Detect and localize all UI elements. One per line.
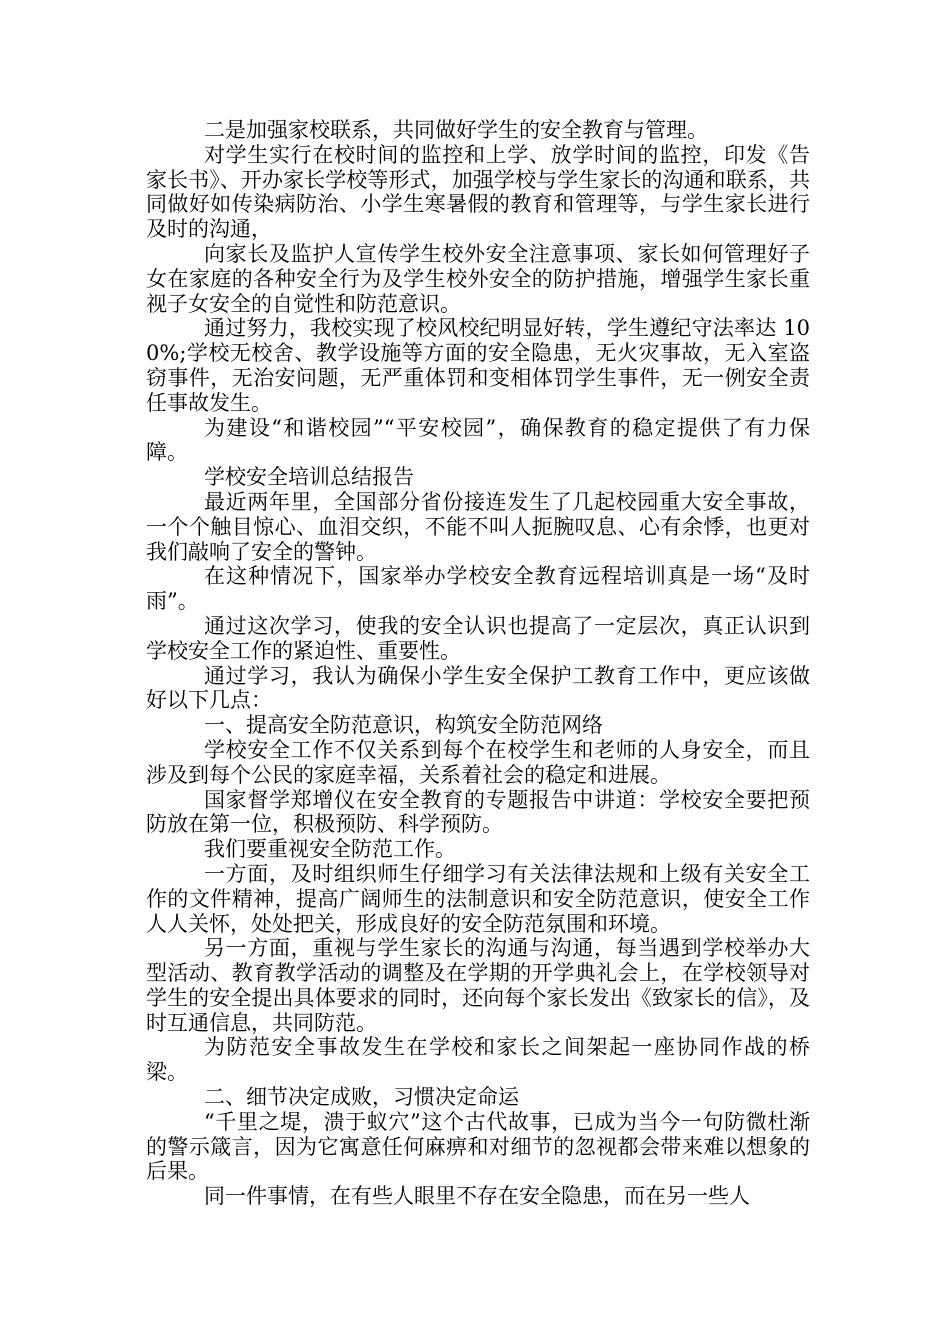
paragraph: 通过这次学习，使我的安全认识也提高了一定层次，真正认识到学校安全工作的紧迫性、重要性。: [146, 613, 810, 663]
paragraph: 为防范安全事故发生在学校和家长之间架起一座协同作战的桥梁。: [146, 1035, 810, 1085]
section-title: 学校安全培训总结报告: [204, 465, 414, 490]
paragraph: “千里之堤，溃于蚁穴”这个古代故事，已成为当今一句防微杜渐的警示箴言，因为它寓意任何麻痹和对细节的忽视都会带来难以想象的后果。: [146, 1109, 810, 1184]
document-page: [146, 118, 810, 1209]
paragraph: 国家督学郑增仪在安全教育的专题报告中讲道：学校安全要把预防放在第一位，积极预防、科学预防。: [146, 787, 810, 837]
paragraph: 另一方面，重视与学生家长的沟通与沟通，每当遇到学校举办大型活动、教育教学活动的调整及在学期的开学典礼会上，在学校领导对学生的安全提出具体要求的同时，还向每个家长发出《致家长的信》，及时互通信息，共同防范。: [146, 936, 810, 1035]
paragraph: 我们要重视安全防范工作。: [204, 837, 456, 862]
paragraph: 一方面，及时组织师生仔细学习有关法律法规和上级有关安全工作的文件精神，提高广阔师生的法制意识和安全防范意识，使安全工作人人关怀，处处把关，形成良好的安全防范氛围和环境。: [146, 861, 810, 936]
paragraph: 最近两年里，全国部分省份接连发生了几起校园重大安全事故，一个个触目惊心、血泪交织，不能不叫人扼腕叹息、心有余悸，也更对我们敲响了安全的警钟。: [146, 489, 810, 564]
paragraph: 二是加强家校联系，共同做好学生的安全教育与管理。: [204, 118, 708, 142]
paragraph: 对学生实行在校时间的监控和上学、放学时间的监控，印发《告家长书》、开办家长学校等形式，加强学校与学生家长的沟通和联系，共同做好如传染病防治、小学生寒暑假的教育和管理等，与学生家长进行及时的沟通，: [146, 142, 810, 242]
paragraph: 为建设“和谐校园”“平安校园”，确保教育的稳定提供了有力保障。: [146, 415, 810, 465]
paragraph: 同一件事情，在有些人眼里不存在安全隐患，而在另一些人: [204, 1184, 750, 1209]
paragraph: 通过努力，我校实现了校风校纪明显好转，学生遵纪守法率达 100%;学校无校舍、教学设施等方面的安全隐患，无火灾事故，无入室盗窃事件，无治安问题，无严重体罚和变相体罚学生事件，无一例安全责任事故发生。: [146, 316, 810, 415]
section-heading: 二、细节决定成败，习惯决定命运: [204, 1085, 519, 1110]
paragraph: 在这种情况下，国家举办学校安全教育远程培训真是一场“及时雨”。: [146, 564, 810, 614]
paragraph: 向家长及监护人宣传学生校外安全注意事项、家长如何管理好子女在家庭的各种安全行为及学生校外安全的防护措施，增强学生家长重视子女安全的自觉性和防范意识。: [146, 241, 810, 316]
section-heading: 一、提高安全防范意识，构筑安全防范网络: [204, 713, 603, 738]
paragraph: 通过学习，我认为确保小学生安全保护工教育工作中，更应该做好以下几点：: [146, 663, 810, 713]
paragraph: 学校安全工作不仅关系到每个在校学生和老师的人身安全，而且涉及到每个公民的家庭幸福，关系着社会的稳定和进展。: [146, 737, 810, 787]
